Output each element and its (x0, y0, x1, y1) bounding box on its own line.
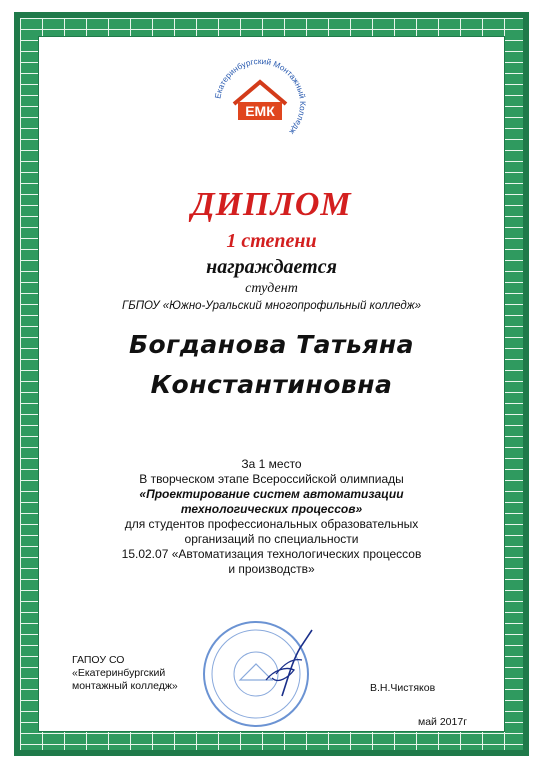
signer-name: В.Н.Чистяков (370, 682, 436, 694)
diploma-degree: 1 степени (226, 230, 317, 252)
issue-date: май 2017г (418, 716, 468, 728)
diploma-title: ДИПЛОМ (191, 186, 352, 223)
logo-abbr: ЕМК (245, 103, 275, 119)
specialty-line2: и производств» (228, 562, 315, 576)
audience-line2: организаций по специальности (184, 532, 359, 546)
place-line: За 1 место (241, 457, 302, 471)
issuer-block (72, 654, 222, 693)
award-description (40, 457, 503, 577)
recipient-name-line1: Богданова Татьяна (128, 330, 415, 359)
specialty-line1: 15.02.07 «Автоматизация технологических процессов (121, 547, 422, 561)
recipient-name-line2: Константиновна (150, 370, 393, 399)
issuer-line1: ГАПОУ СО (72, 654, 125, 666)
recipient-institution: ГБПОУ «Южно-Уральский многопрофильный колледж» (121, 300, 422, 312)
issuer-line3: монтажный колледж» (72, 680, 178, 692)
logo-ring-text: Екатеринбургский Монтажный Колледж (213, 56, 308, 137)
role-label: студент (245, 281, 298, 296)
olympiad-title-line2: технологических процессов» (180, 502, 363, 516)
stage-line: В творческом этапе Всероссийской олимпиады (139, 472, 404, 486)
olympiad-title-line1: «Проектирование систем автоматизации (139, 487, 404, 501)
audience-line1: для студентов профессиональных образовательных (124, 517, 419, 531)
awarded-label: награждается (206, 256, 337, 278)
issuer-line2: «Екатеринбургский (72, 667, 166, 679)
college-logo (208, 52, 312, 156)
